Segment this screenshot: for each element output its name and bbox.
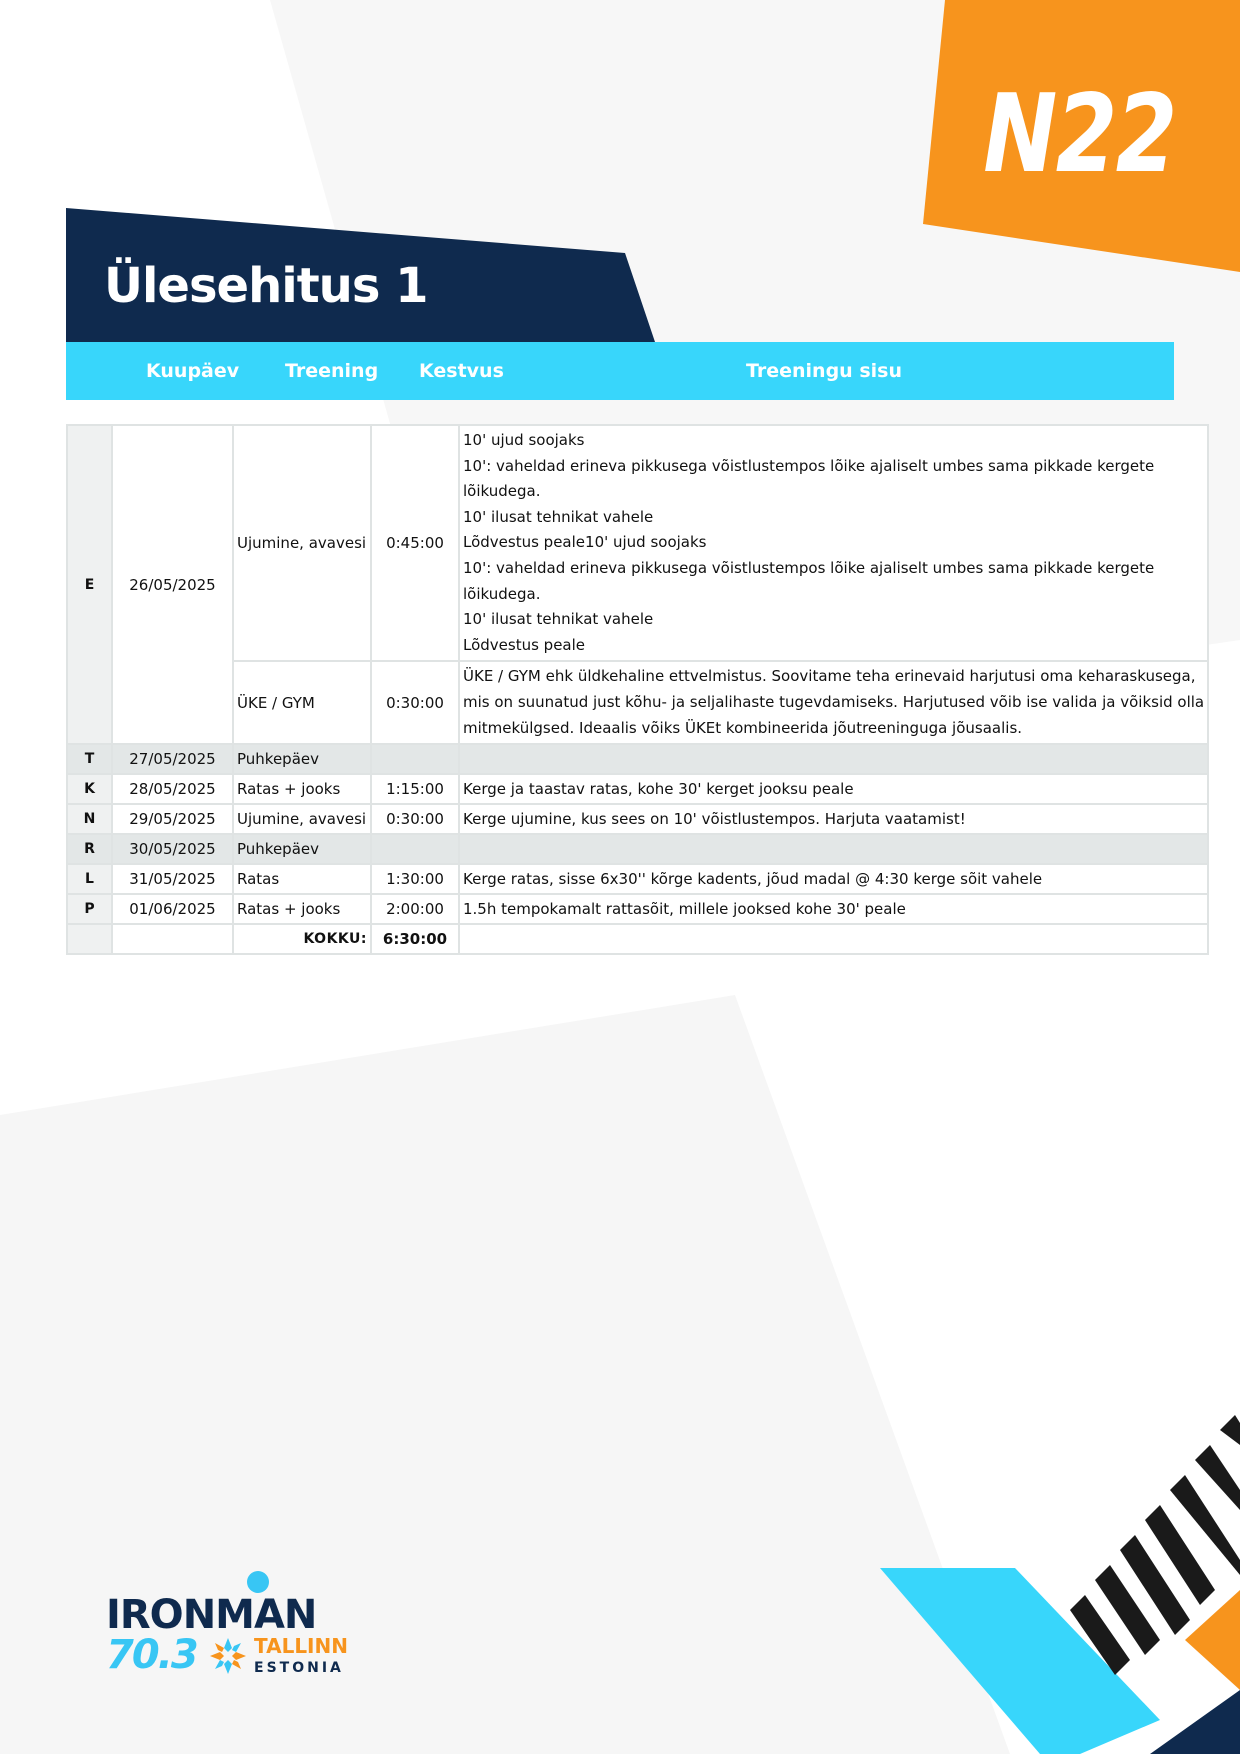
date-cell: 28/05/2025 (112, 774, 233, 804)
day-cell: L (67, 864, 112, 894)
header-duration: Kestvus (419, 360, 504, 382)
table-row (67, 804, 1208, 834)
logo-brand: IRONMAN (106, 1592, 317, 1638)
table-row (67, 864, 1208, 894)
date-cell: 27/05/2025 (112, 744, 233, 774)
ironman-logo (106, 1568, 376, 1680)
type-cell: ÜKE / GYM (233, 661, 371, 744)
content-line: mitmekülgsed. Ideaalis võiks ÜKEt kombineerida jõutreeninguga jõusaalis. (463, 718, 1023, 737)
duration-cell (371, 744, 459, 774)
table-row (67, 744, 1208, 774)
day-cell (67, 924, 112, 954)
content-cell: Kerge ratas, sisse 6x30'' kõrge kadents, jõud madal @ 4:30 kerge sõit vahele (459, 864, 1208, 894)
day-cell: E (67, 425, 112, 744)
content-cell (459, 425, 1208, 661)
type-cell: Ratas + jooks (233, 774, 371, 804)
type-cell: Ujumine, avavesi (233, 425, 371, 661)
duration-cell: 0:30:00 (371, 804, 459, 834)
day-cell: P (67, 894, 112, 924)
type-cell: Ujumine, avavesi (233, 804, 371, 834)
date-cell: 31/05/2025 (112, 864, 233, 894)
date-cell: 30/05/2025 (112, 834, 233, 864)
logo-distance: 70.3 (106, 1632, 197, 1678)
table-row (67, 661, 1208, 744)
content-line: lõikudega. (463, 584, 541, 603)
content-line: 10' ilusat tehnikat vahele (463, 507, 654, 526)
day-cell: R (67, 834, 112, 864)
content-line: ÜKE / GYM ehk üldkehaline ettvelmistus. Soovitame teha erinevaid harjutusi oma keharaskusega, (463, 667, 1196, 686)
logo-city: TALLINN (254, 1634, 348, 1658)
table-row (67, 774, 1208, 804)
duration-cell: 1:30:00 (371, 864, 459, 894)
content-cell (459, 834, 1208, 864)
date-cell (112, 924, 233, 954)
day-cell: N (67, 804, 112, 834)
content-line: Lõdvestus peale (463, 635, 586, 654)
table-header-bar (66, 342, 1174, 400)
duration-cell: 0:45:00 (371, 425, 459, 661)
type-cell: Ratas + jooks (233, 894, 371, 924)
table-row (67, 894, 1208, 924)
week-badge: N22 (983, 72, 1176, 197)
duration-cell: 1:15:00 (371, 774, 459, 804)
duration-cell: 2:00:00 (371, 894, 459, 924)
content-line: mis on suunatud just kõhu- ja seljalihaste tugevdamiseks. Harjutused võib ise valida ja võiksid olla (463, 692, 1205, 711)
date-cell: 29/05/2025 (112, 804, 233, 834)
date-cell: 01/06/2025 (112, 894, 233, 924)
snowflake-icon (208, 1636, 248, 1676)
date-cell: 26/05/2025 (112, 425, 233, 744)
total-value: 6:30:00 (371, 924, 459, 954)
table-row (67, 425, 1208, 661)
header-date: Kuupäev (146, 360, 240, 382)
content-line: 10': vaheldad erineva pikkusega võistlustempos lõike ajaliselt umbes sama pikkade kergete (463, 558, 1155, 577)
content-cell: Kerge ujumine, kus sees on 10' võistlustempos. Harjuta vaatamist! (459, 804, 1208, 834)
table-row (67, 834, 1208, 864)
logo-country: ESTONIA (254, 1660, 344, 1676)
duration-cell (371, 834, 459, 864)
training-table (66, 424, 1209, 955)
content-line: lõikudega. (463, 482, 541, 501)
content-cell (459, 744, 1208, 774)
header-content: Treeningu sisu (746, 360, 902, 382)
content-cell: Kerge ja taastav ratas, kohe 30' kerget jooksu peale (459, 774, 1208, 804)
type-cell: Puhkepäev (233, 744, 371, 774)
day-cell: T (67, 744, 112, 774)
content-cell (459, 661, 1208, 744)
header-training: Treening (285, 360, 379, 382)
total-label: KOKKU: (233, 924, 371, 954)
content-line: 10' ujud soojaks (463, 431, 585, 449)
type-cell: Ratas (233, 864, 371, 894)
total-row (67, 924, 1208, 954)
content-cell (459, 924, 1208, 954)
content-line: Lõdvestus peale10' ujud soojaks (463, 533, 707, 552)
day-cell: K (67, 774, 112, 804)
content-line: 10' ilusat tehnikat vahele (463, 610, 654, 629)
type-cell: Puhkepäev (233, 834, 371, 864)
duration-cell: 0:30:00 (371, 661, 459, 744)
content-cell: 1.5h tempokamalt rattasõit, millele jooksed kohe 30' peale (459, 894, 1208, 924)
content-line: 10': vaheldad erineva pikkusega võistlustempos lõike ajaliselt umbes sama pikkade kergete (463, 456, 1155, 475)
page-title: Ülesehitus 1 (104, 258, 428, 314)
